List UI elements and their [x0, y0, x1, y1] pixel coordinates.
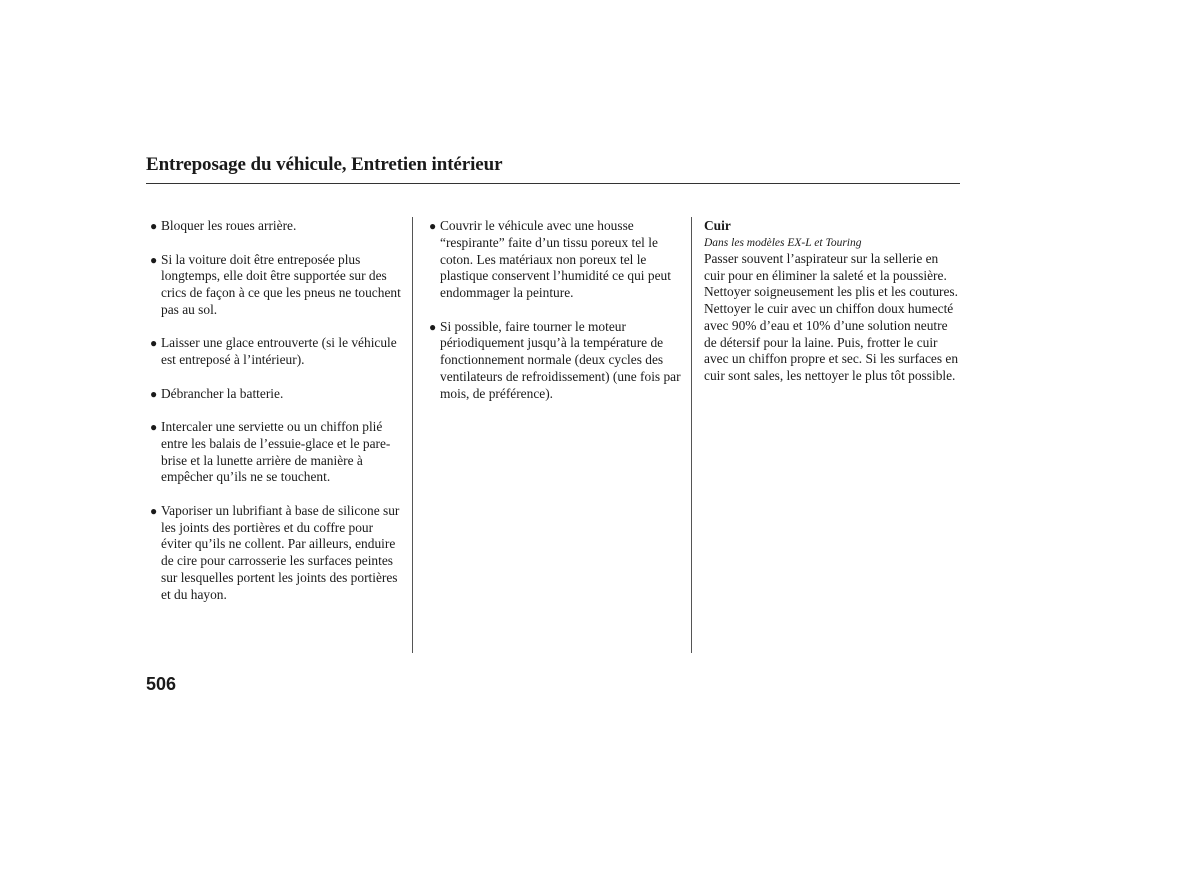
section-body: Passer souvent l’aspirateur sur la sellerie en cuir pour en éliminer la saleté et la poussière. Nettoyer soigneusement les plis et les coutures. Nettoyer le cuir avec un chiffon doux humecté avec 90% d’eau et 10% d’une solution neutre de détersif pour la laine. Puis, frotter le cuir avec un chiffon propre et sec. Si les surfaces en cuir sont sales, les nettoyer le plus tôt possible.: [704, 250, 959, 383]
list-item: [150, 503, 402, 604]
column-right: [704, 218, 962, 385]
list-item-text: Bloquer les roues arrière.: [161, 218, 297, 233]
list-item: [150, 252, 402, 319]
bullet-icon: ●: [150, 386, 158, 401]
bullet-list-middle: [429, 218, 681, 402]
page-number: 506: [146, 674, 177, 694]
list-item: [429, 218, 681, 302]
bullet-icon: ●: [150, 420, 158, 434]
section-subheading: Dans les modèles EX-L et Touring: [704, 236, 862, 249]
bullet-list-left: [150, 218, 402, 603]
page-title: Entreposage du véhicule, Entretien intérieur: [146, 154, 503, 175]
column-left: [150, 218, 402, 620]
list-item-text: Si la voiture doit être entreposée plus longtemps, elle doit être supportée sur des crics de façon à ce que les pneus ne touchent pas au sol.: [161, 251, 401, 317]
bullet-icon: ●: [150, 336, 158, 351]
list-item: [150, 386, 402, 403]
list-item-text: Laisser une glace entrouverte (si le véhicule est entreposé à l’intérieur).: [161, 335, 397, 367]
bullet-icon: ●: [429, 319, 437, 334]
list-item: [150, 335, 402, 369]
list-item-text: Débrancher la batterie.: [161, 385, 284, 401]
list-item-text: Si possible, faire tourner le moteur périodiquement jusqu’à la température de fonctionnement normale (deux cycles des ventilateurs de refroidissement) (une fois par mois, de préférence).: [440, 318, 681, 401]
bullet-icon: ●: [429, 219, 437, 233]
column-divider-right: [691, 217, 692, 653]
list-item-text: Vaporiser un lubrifiant à base de silicone sur les joints des portières et du coffre pour éviter qu’ils ne collent. Par ailleurs, enduire de cire pour carrosserie les surfaces peintes sur lesquelles portent les joints des portières et du hayon.: [161, 502, 400, 602]
title-divider: [146, 183, 960, 184]
list-item: [150, 218, 402, 235]
list-item: [429, 319, 681, 403]
bullet-icon: ●: [150, 219, 158, 233]
list-item: [150, 419, 402, 486]
list-item-text: Couvrir le véhicule avec une housse “respirante” faite d’un tissu poreux tel le coton. Les matériaux non poreux tel le plastique conservent l’humidité ce qui peut endommager la peinture.: [440, 218, 671, 300]
bullet-icon: ●: [150, 252, 158, 267]
column-middle: [429, 218, 681, 419]
column-divider-left: [412, 217, 413, 653]
bullet-icon: ●: [150, 503, 158, 518]
list-item-text: Intercaler une serviette ou un chiffon plié entre les balais de l’essuie-glace et le pare-brise et la lunette arrière de manière à empêcher qu’ils ne se touchent.: [161, 419, 391, 485]
section-heading: Cuir: [704, 218, 731, 233]
